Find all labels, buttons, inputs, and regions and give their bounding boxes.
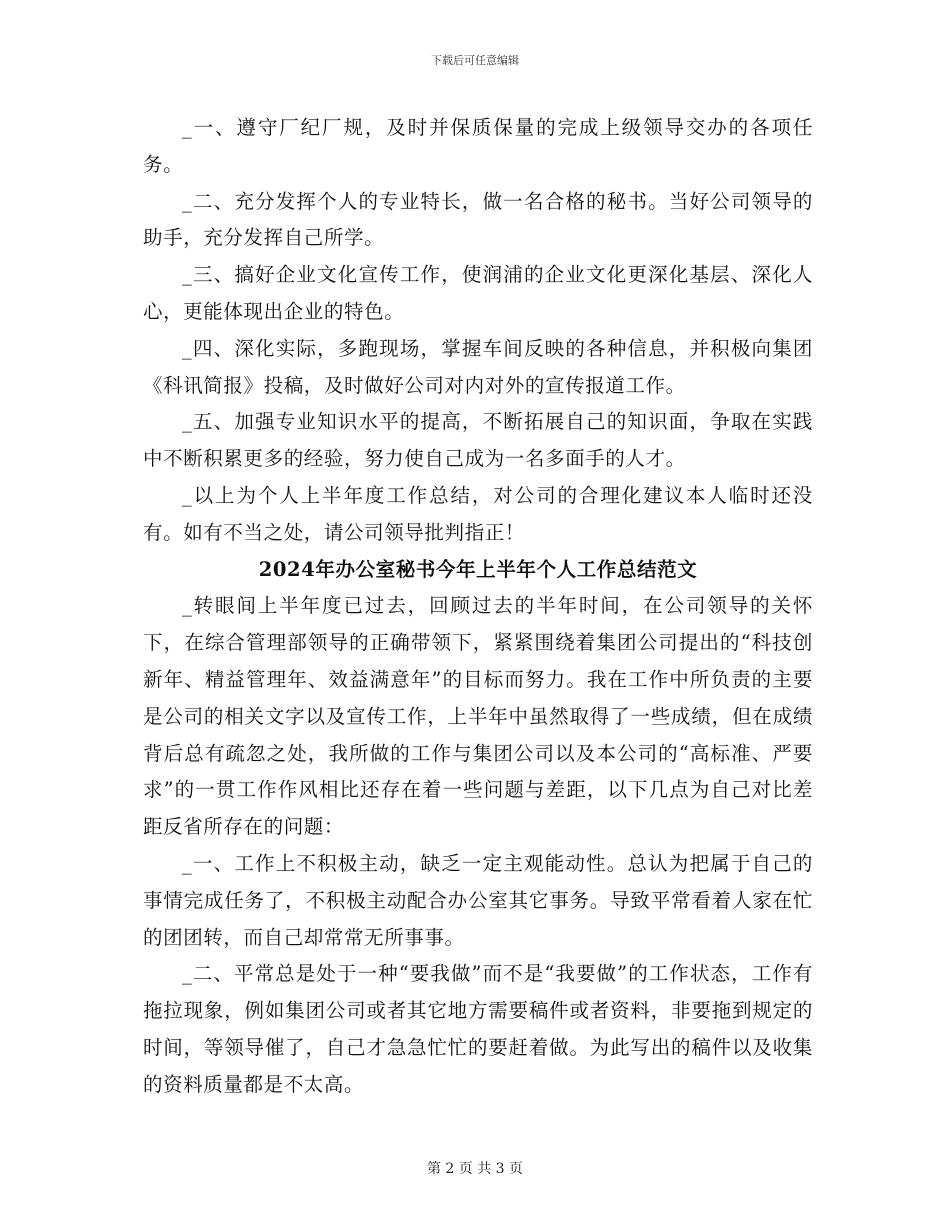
page-header-note: 下载后可任意编辑 xyxy=(431,54,519,67)
paragraph-duty-2: _二、充分发挥个人的专业特长，做一名合格的秘书。当好公司领导的助手，充分发挥自己所学。 xyxy=(143,189,813,250)
paragraph-duty-3: _三、搞好企业文化宣传工作，使润浦的企业文化更深化基层、深化人心，更能体现出企业的特色。 xyxy=(143,263,813,323)
section-title: 2024年办公室秘书今年上半年个人工作总结范文 xyxy=(258,557,698,581)
paragraph-intro: _转眼间上半年度已过去，回顾过去的半年时间，在公司领导的关怀下，在综合管理部领导的正确带领下，紧紧围绕着集团公司提出的“科技创新年、精益管理年、效益满意年”的目标而努力。我在工作中所负责的主要是公司的相关文字以及宣传工作，上半年中虽然取得了一些成绩，但在成绩背后总有疏忽之处，我所做的工作与集团公司以及本公司的“高标准、严要求”的一贯工作作风相比还存在着一些问题与差距，以下几点为自己对比差距反省所存在的问题： xyxy=(143,594,813,839)
paragraph-duty-4: _四、深化实际，多跑现场，掌握车间反映的各种信息，并积极向集团《科讯简报》投稿，及时做好公司对内对外的宣传报道工作。 xyxy=(143,336,813,397)
paragraph-problem-2: _二、平常总是处于一种“要我做”而不是“我要做”的工作状态，工作有拖拉现象，例如集团公司或者其它地方需要稿件或者资料，非要拖到规定的时间，等领导催了，自己才急急忙忙的要赶着做。为此写出的稿件以及收集的资料质量都是不太高。 xyxy=(143,962,813,1096)
paragraph-duty-1: _一、遵守厂纪厂规，及时并保质保量的完成上级领导交办的各项任务。 xyxy=(143,116,813,176)
paragraph-closing: _以上为个人上半年度工作总结，对公司的合理化建议本人临时还没有。如有不当之处，请公司领导批判指正！ xyxy=(143,483,813,544)
paragraph-problem-1: _一、工作上不积极主动，缺乏一定主观能动性。总认为把属于自己的事情完成任务了，不积极主动配合办公室其它事务。导致平常看着人家在忙的团团转，而自己却常常无所事事。 xyxy=(143,851,813,949)
document-body xyxy=(143,110,813,1104)
paragraph-duty-5: _五、加强专业知识水平的提高，不断拓展自己的知识面，争取在实践中不断积累更多的经验，努力使自己成为一名多面手的人才。 xyxy=(143,410,813,471)
page-number-footer: 第 2 页 共 3 页 xyxy=(426,1161,524,1177)
